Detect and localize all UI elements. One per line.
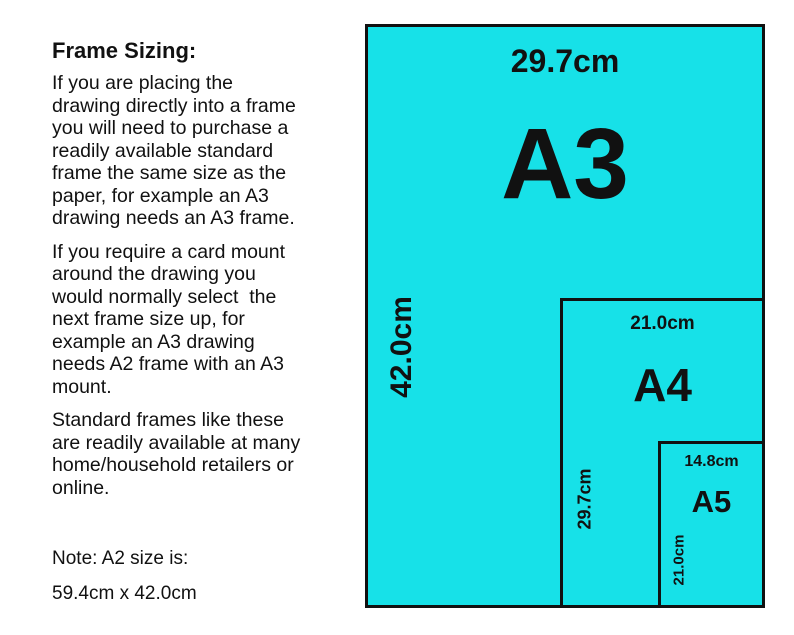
text-line: readily available standard [52,139,274,162]
a3-height-label: 42.0cm [385,296,418,398]
text-line: If you are placing the [52,72,234,94]
a5-width-label: 14.8cm [684,453,739,470]
a3-size-label: A3 [501,108,629,220]
text-line: If you require a card mount [52,240,286,263]
a5-paper-box [658,441,765,608]
a3-width-label: 29.7cm [510,43,620,79]
text-line: needs A2 frame with an A3 [52,353,284,375]
a5-height-label: 21.0cm [670,534,688,586]
text-line: around the drawing you [52,263,256,285]
text-line: home/household retailers or [52,454,294,476]
text-line: next frame size up, for [52,308,245,330]
a2-note-label: Note: A2 size is: [52,548,189,569]
text-line: example an A3 drawing [52,330,255,353]
paragraph-card-mount [52,241,352,399]
frame-sizing-text [52,38,352,510]
text-line: mount. [52,375,112,398]
text-line: drawing directly into a frame [52,94,296,117]
a4-height-label: 29.7cm [574,468,595,530]
a5-size-label: A5 [691,484,732,519]
text-line: online. [52,476,110,499]
a2-note-value: 59.4cm x 42.0cm [52,583,197,604]
frame-sizing-heading: Frame Sizing: [52,38,197,63]
paragraph-same-size-frame [52,72,352,230]
text-line: paper, for example an A3 [52,184,269,207]
text-line: you will need to purchase a [52,117,289,139]
text-line: would normally select the [52,285,277,308]
text-line: are readily available at many [52,431,301,454]
a4-size-label: A4 [633,359,692,411]
paragraph-availability [52,409,352,499]
text-line: Standard frames like these [52,409,284,431]
text-line: drawing needs an A3 frame. [52,207,295,229]
a4-width-label: 21.0cm [630,313,695,334]
text-line: frame the same size as the [52,162,287,184]
